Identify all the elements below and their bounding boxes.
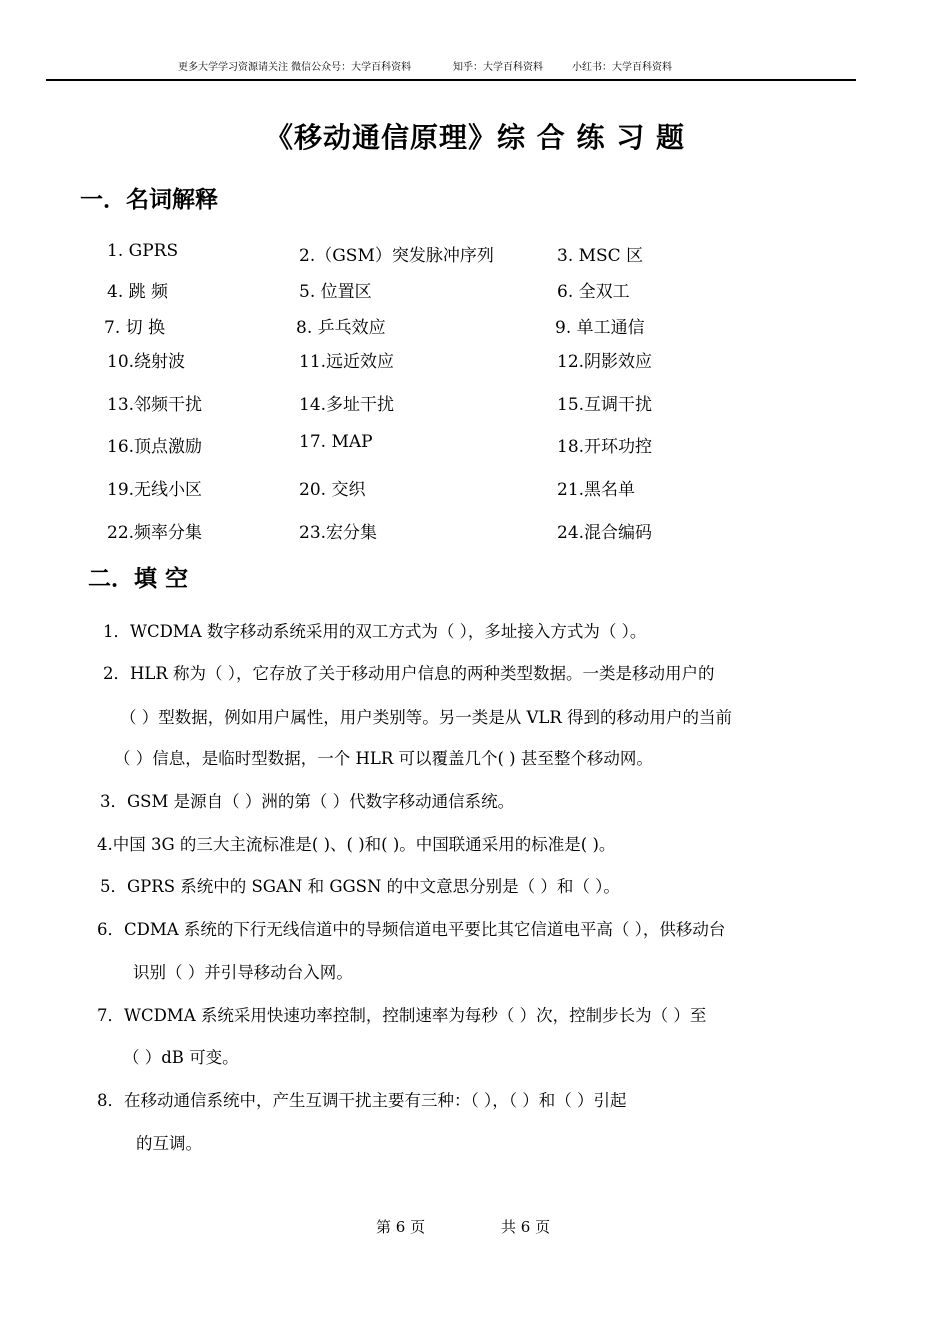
term-item: 20. 交织	[299, 480, 366, 500]
page-number: 第 6 页	[376, 1218, 426, 1236]
term-item: 2.（GSM）突发脉冲序列	[299, 246, 494, 266]
header-rule	[46, 79, 856, 81]
term-item: 7. 切 换	[104, 318, 166, 338]
question-line: （ ）dB 可变。	[123, 1048, 239, 1067]
term-item: 21.黑名单	[557, 480, 636, 500]
term-item: 14.多址干扰	[299, 395, 395, 415]
question-line: 1．WCDMA 数字移动系统采用的双工方式为（ ），多址接入方式为（ ）。	[103, 622, 647, 641]
header-wechat: 更多大学学习资源请关注 微信公众号：大学百科资料	[178, 62, 412, 73]
term-item: 10.绕射波	[107, 352, 186, 372]
term-item: 13.邻频干扰	[107, 395, 203, 415]
term-item: 24.混合编码	[557, 523, 653, 543]
term-item: 9. 单工通信	[555, 318, 645, 338]
question-line: 5．GPRS 系统中的 SGAN 和 GGSN 的中文意思分别是（ ）和（ ）。	[100, 877, 620, 896]
term-item: 11.远近效应	[299, 352, 395, 372]
question-line: （ ）型数据，例如用户属性，用户类别等。另一类是从 VLR 得到的移动用户的当前	[120, 708, 733, 727]
question-line: （ ）信息，是临时型数据，一个 HLR 可以覆盖几个( ) 甚至整个移动网。	[114, 749, 653, 768]
question-line: 6．CDMA 系统的下行无线信道中的导频信道电平要比其它信道电平高（ ），供移动台	[97, 920, 726, 939]
term-item: 8. 乒乓效应	[296, 318, 386, 338]
term-item: 19.无线小区	[107, 480, 203, 500]
question-line: 的互调。	[136, 1134, 202, 1153]
term-item: 16.顶点激励	[107, 437, 203, 457]
term-item: 22.频率分集	[107, 523, 203, 543]
page-total: 共 6 页	[501, 1218, 551, 1236]
question-line: 2．HLR 称为（ ），它存放了关于移动用户信息的两种类型数据。一类是移动用户的	[103, 664, 715, 683]
question-line: 7．WCDMA 系统采用快速功率控制，控制速率为每秒（ ）次，控制步长为（ ）至	[97, 1006, 707, 1025]
question-line: 识别（ ）并引导移动台入网。	[133, 963, 353, 982]
term-item: 6. 全双工	[557, 282, 630, 302]
term-item: 17. MAP	[299, 432, 373, 452]
header-zhihu: 知乎：大学百科资料	[453, 62, 543, 73]
term-item: 15.互调干扰	[557, 395, 653, 415]
term-item: 5. 位置区	[299, 282, 372, 302]
question-line: 8．在移动通信系统中，产生互调干扰主要有三种：（ ），（ ）和（ ）引起	[97, 1091, 627, 1110]
term-item: 23.宏分集	[299, 523, 378, 543]
header-xiaohongshu: 小红书：大学百科资料	[572, 62, 672, 73]
term-item: 3. MSC 区	[557, 246, 644, 266]
term-item: 12.阴影效应	[557, 352, 653, 372]
term-item: 18.开环功控	[557, 437, 653, 457]
document-title: 《移动通信原理》综 合 练 习 题	[265, 121, 685, 154]
term-item: 4. 跳 频	[107, 282, 169, 302]
term-item: 1. GPRS	[107, 241, 179, 261]
section-heading-fill-blank: 二．填 空	[88, 565, 189, 592]
question-line: 4.中国 3G 的三大主流标准是( )、( )和( )。中国联通采用的标准是( )。	[97, 835, 616, 854]
page-header	[0, 58, 950, 76]
question-line: 3．GSM 是源自（ ）洲的第（ ）代数字移动通信系统。	[100, 792, 515, 811]
section-heading-terms: 一．名词解释	[80, 186, 218, 213]
